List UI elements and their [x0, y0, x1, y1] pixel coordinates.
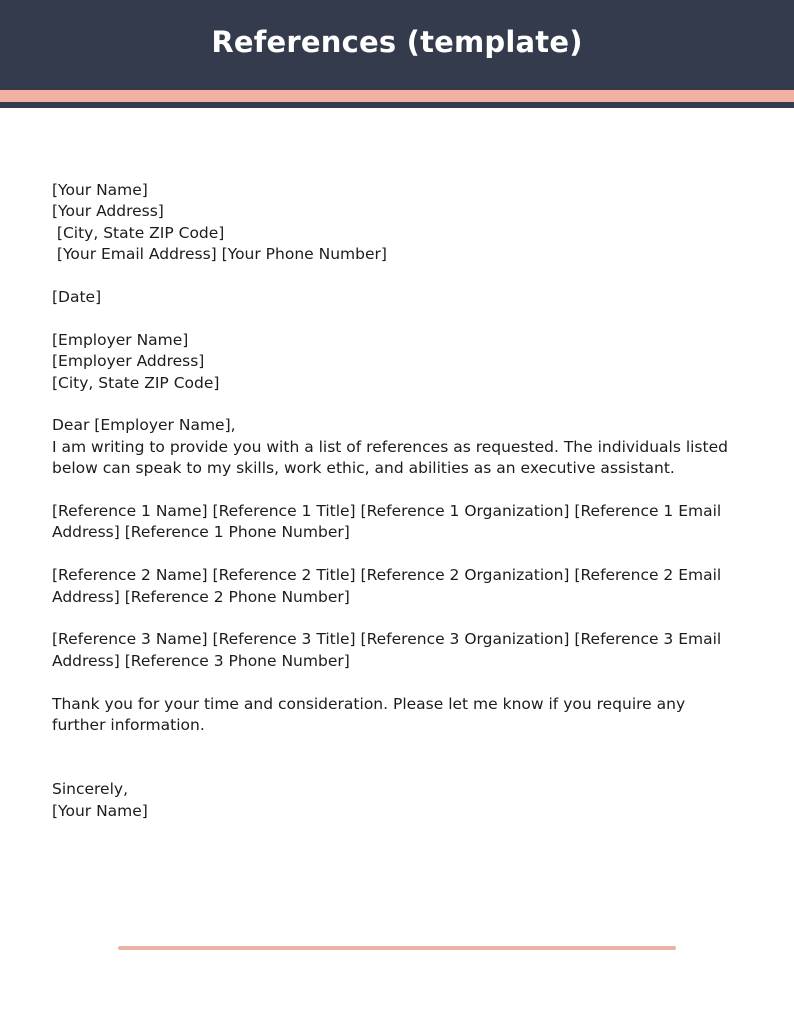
spacer [52, 480, 732, 501]
spacer [52, 544, 732, 565]
recipient-address: [Employer Address] [52, 352, 205, 371]
recipient-city: [City, State ZIP Code] [52, 373, 220, 392]
page-title: References (template) [211, 25, 583, 59]
dark-stripe [0, 102, 794, 108]
spacer [52, 394, 732, 415]
sender-contact: [Your Email Address] [Your Phone Number] [52, 245, 387, 264]
recipient-name: [Employer Name] [52, 330, 189, 349]
spacer [52, 608, 732, 629]
sender-name: [Your Name] [52, 181, 148, 199]
sender-city: [City, State ZIP Code] [52, 223, 225, 242]
spacer [52, 736, 732, 779]
intro-paragraph: I am writing to provide you with a list of references as requested. The individuals listed below can speak to my skills, work ethic, and abilities as an executive assistant. [52, 437, 728, 478]
letter-body [52, 180, 732, 822]
spacer [52, 266, 732, 287]
letter-date: [Date] [52, 288, 102, 307]
accent-stripe [0, 90, 794, 102]
sender-address: [Your Address] [52, 202, 164, 221]
signature-name: [Your Name] [52, 801, 148, 820]
sign-off: Sincerely, [52, 780, 129, 799]
salutation: Dear [Employer Name], [52, 416, 236, 435]
reference-entry-1: [Reference 1 Name] [Reference 1 Title] [Reference 1 Organization] [Reference 1 Email Address] [Reference 1 Phone Number] [52, 502, 722, 542]
spacer [52, 672, 732, 693]
header-banner [0, 0, 794, 90]
reference-entry-3: [Reference 3 Name] [Reference 3 Title] [Reference 3 Organization] [Reference 3 Email Address] [Reference 3 Phone Number] [52, 630, 722, 670]
reference-entry-2: [Reference 2 Name] [Reference 2 Title] [Reference 2 Organization] [Reference 2 Email Address] [Reference 2 Phone Number] [52, 566, 722, 606]
spacer [52, 308, 732, 329]
closing-paragraph: Thank you for your time and consideration. Please let me know if you require any further information. [52, 694, 686, 735]
footer-divider [118, 946, 676, 950]
